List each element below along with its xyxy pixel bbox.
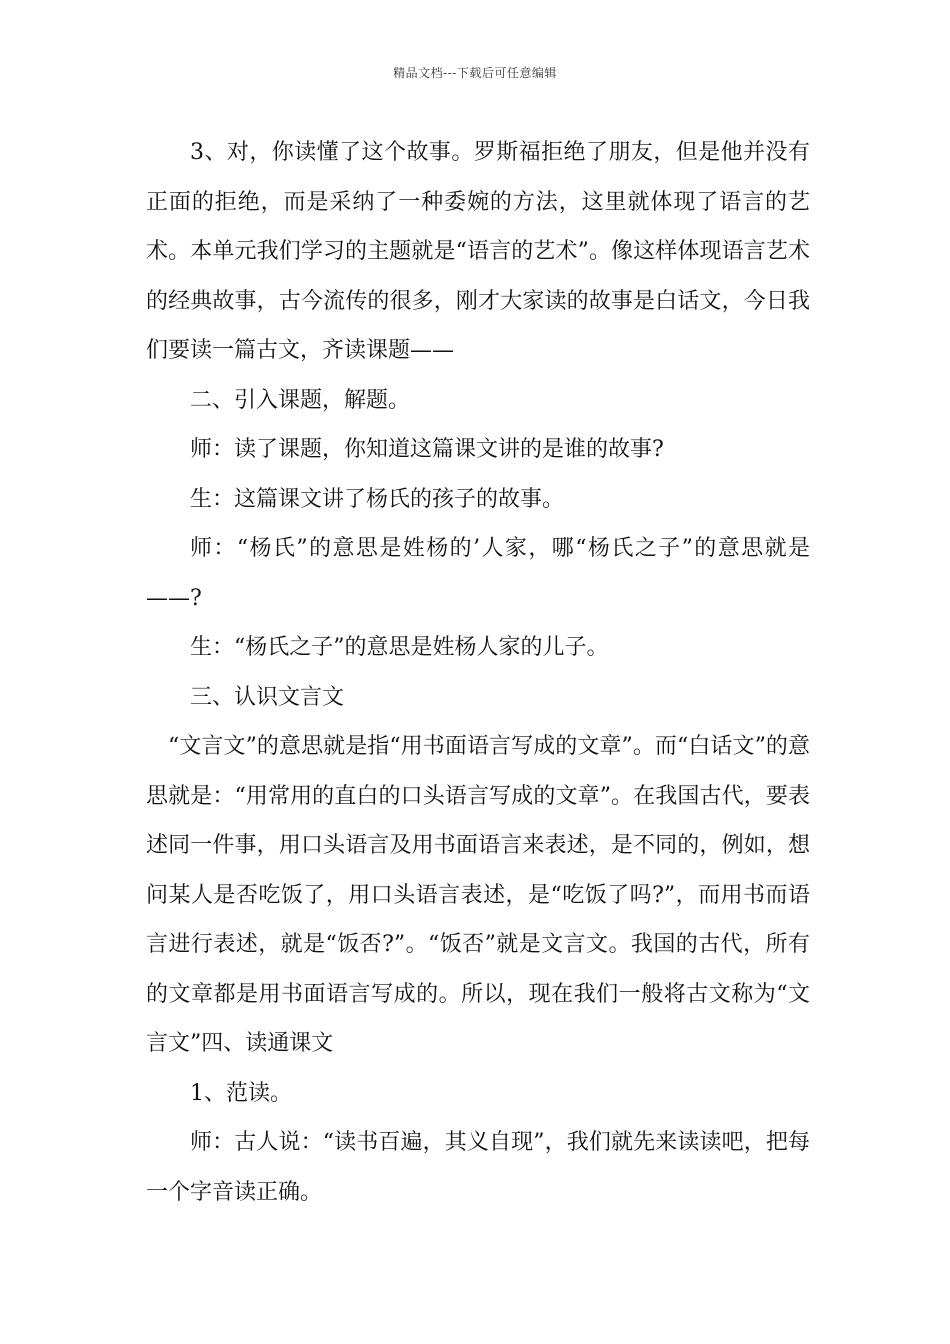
paragraph-teacher-question-1: 师：读了课题，你知道这篇课文讲的是谁的故事? xyxy=(190,437,664,462)
paragraph-model-reading: 1、范读。 xyxy=(190,1080,292,1106)
document-body xyxy=(146,128,810,1217)
paragraph-teacher-question-2: 师：“杨氏”的意思是姓杨的’人家，哪“杨氏之子”的意思就是——? xyxy=(146,536,810,611)
paragraph-section-three-heading: 三、认识文言文 xyxy=(190,684,345,710)
paragraph-student-answer-1: 生：这篇课文讲了杨氏的孩子的故事。 xyxy=(190,486,565,512)
paragraph-teacher-instruction: 师：古人说：“读书百遍，其义自现”，我们就先来读读吧，把每一个字音读正确。 xyxy=(146,1130,810,1205)
paragraph-story-summary: 3、对，你读懂了这个故事。罗斯福拒绝了朋友，但是他并没有正面的拒绝，而是采纳了一种委婉的方法，这里就体现了语言的艺术。本单元我们学习的主题就是“语言的艺术”。像这样体现语言艺术的经典故事，古今流传的很多，刚才大家读的故事是白话文，今日我们要读一篇古文，齐读课题—— xyxy=(146,140,810,363)
paragraph-student-answer-2: 生：“杨氏之子”的意思是姓杨人家的儿子。 xyxy=(190,635,609,660)
page-header: 精品文档---下载后可任意编辑 xyxy=(393,66,557,80)
paragraph-classical-chinese-explanation: “文言文”的意思就是指“用书面语言写成的文章”。而“白话文”的意思就是：“用常用的直白的口头语言写成的文章”。在我国古代，要表述同一件事，用口头语言及用书面语言来表述，是不同的，例如，想问某人是否吃饭了，用口头语言表述，是“吃饭了吗?”，而用书而语言进行表述，就是“饭否?”。“饭否”就是文言文。我国的古代，所有的文章都是用书面语言写成的。所以，现在我们一般将古文称为“文言文”四、读通课文 xyxy=(146,734,811,1056)
paragraph-section-two-heading: 二、引入课题，解题。 xyxy=(190,387,411,413)
